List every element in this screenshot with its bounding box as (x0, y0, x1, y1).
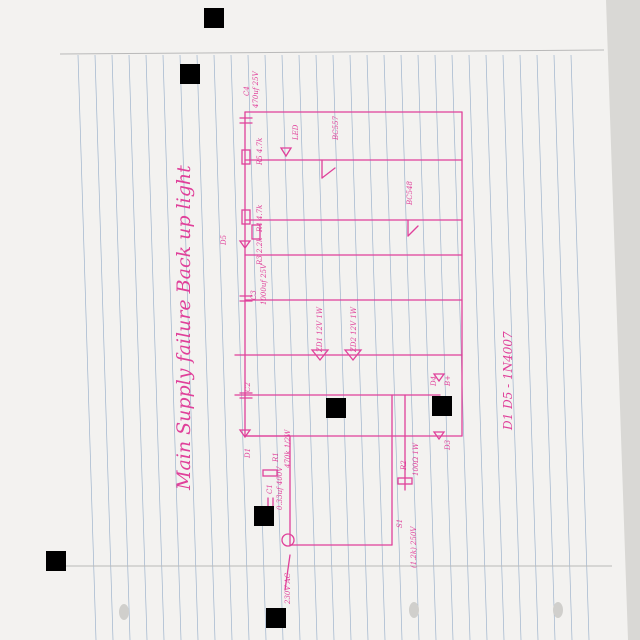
label-c3: C3 (250, 290, 258, 300)
label-d1: D1 (244, 447, 252, 458)
label-r1: R1 (272, 452, 280, 462)
label-mains: 230V AC (284, 572, 292, 604)
binder-hole (553, 602, 563, 618)
label-r2: R2 (400, 460, 408, 470)
label-d5: D5 (220, 234, 228, 245)
label-bplus: B+ (444, 374, 452, 386)
label-d3: D3 (444, 439, 452, 450)
label-c3-value: 1000uf 25V (260, 263, 268, 305)
label-c4-value: 470uf 25V (252, 71, 260, 108)
label-q1: BC557 (332, 116, 340, 140)
label-c2: C2 (244, 382, 252, 392)
binder-hole (409, 602, 419, 618)
diagram-title: Main Supply failure Back up light (173, 165, 195, 490)
label-c4: C4 (243, 86, 251, 96)
label-s1: S1 (396, 518, 404, 528)
label-r4: R4 4.7k (256, 204, 264, 232)
label-zener2: ZD2 12V 1W (350, 307, 358, 352)
label-r2-value: 100Ω 1W (412, 442, 420, 476)
label-led: LED (292, 124, 300, 140)
label-zener1: ZD1 12V 1W (316, 307, 324, 352)
label-s1-value: (1.2k) 250V (410, 526, 418, 568)
label-r1-value: 470k 1/2W (284, 429, 292, 468)
label-q2: BC548 (406, 181, 414, 205)
binder-hole (119, 604, 129, 620)
label-d4: D4 (430, 375, 438, 386)
label-r5: R5 4.7k (256, 137, 264, 165)
label-c1-value: 0.33uf 400V (276, 466, 284, 510)
label-c1: C1 (266, 484, 274, 494)
label-r3: R3 2.2k (256, 237, 264, 265)
diode-note: D1 D5 - 1N4007 (501, 331, 515, 430)
